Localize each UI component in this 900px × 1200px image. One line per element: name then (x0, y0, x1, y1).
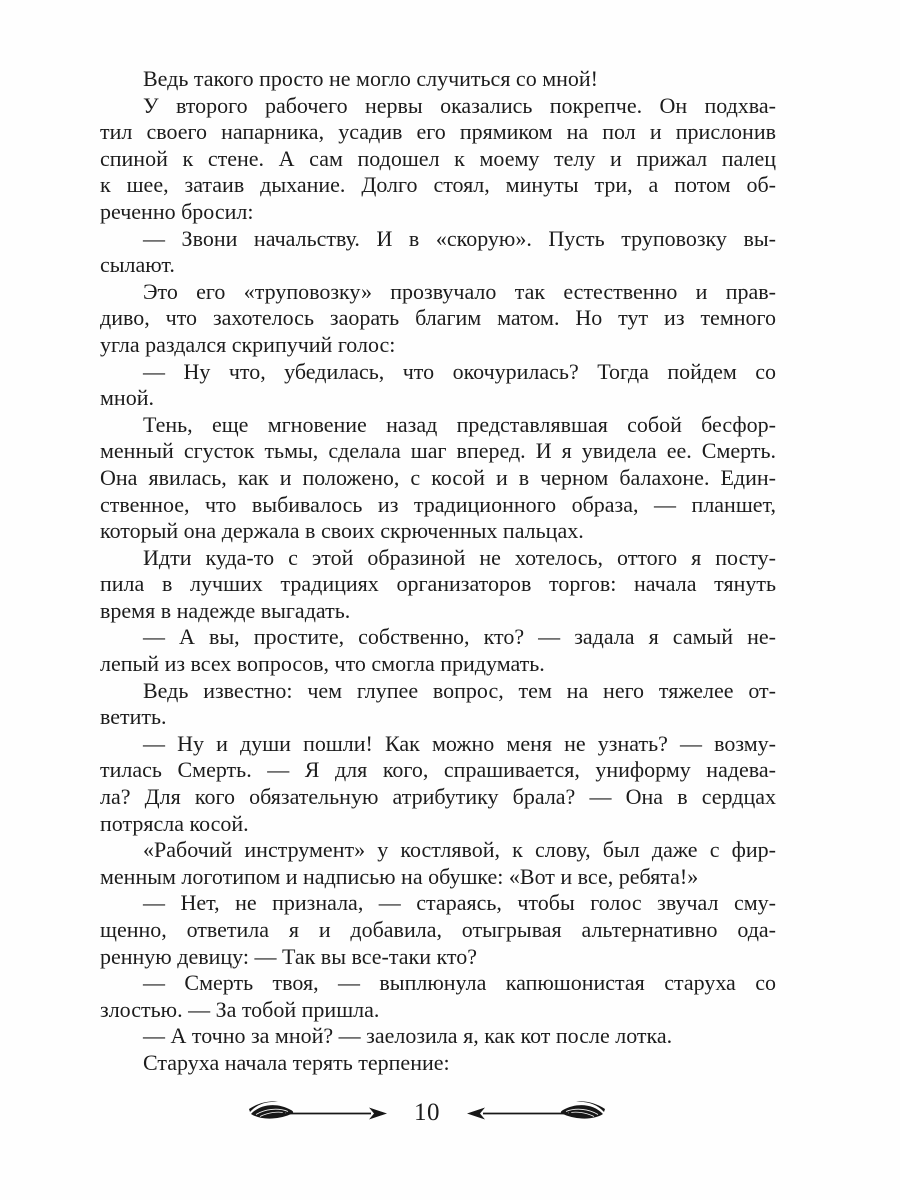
text-line: ственное, что выбивалось из традиционного образа, — планшет, (100, 491, 776, 517)
text-line: «Рабочий инструмент» у костлявой, к слову, был даже с фир- (143, 837, 776, 863)
text-line: — А точно за мной? — заелозила я, как кот после лотка. (143, 1023, 673, 1049)
text-line: менный сгусток тьмы, сделала шаг вперед. И я увидела ее. Смерть. (100, 438, 776, 464)
text-line: мной. (100, 385, 154, 411)
text-line: — Ну что, убедилась, что окочурилась? Тогда пойдем со (143, 358, 776, 384)
text-line: пила в лучших традициях организаторов торгов: начала тянуть (100, 571, 776, 597)
text-line: спиной к стене. А сам подошел к моему телу и прижал палец (100, 145, 776, 171)
text-line: Она явилась, как и положено, с косой и в черном балахоне. Един- (100, 464, 776, 490)
text-line: время в надежде выгадать. (100, 597, 351, 623)
page-text (100, 0, 776, 1077)
text-line: который она держала в своих скрюченных пальцах. (100, 518, 584, 544)
page-number: 10 (414, 1098, 440, 1126)
text-line: — Ну и души пошли! Как можно меня не узнать? — возму- (143, 730, 776, 756)
text-line: Это его «труповозку» прозвучало так естественно и прав- (143, 278, 776, 304)
feather-arrow-icon-left (248, 1099, 388, 1125)
text-line: ла? Для кого обязательную атрибутику брала? — Она в сердцах (100, 784, 776, 810)
text-line: ветить. (100, 704, 167, 730)
text-line: Идти куда-то с этой образиной не хотелось, оттого я посту- (143, 544, 776, 570)
text-line: Ведь известно: чем глупее вопрос, тем на него тяжелее от- (143, 677, 776, 703)
text-line: ренную девицу: — Так вы все-таки кто? (100, 943, 477, 969)
text-line: — Смерть твоя, — выплюнула капюшонистая старуха со (143, 970, 776, 996)
text-line: злостью. — За тобой пришла. (100, 996, 380, 1022)
text-line: реченно бросил: (100, 198, 254, 224)
text-line: тил своего напарника, усадив его прямиком на пол и прислонив (100, 119, 776, 145)
text-line: Старуха начала терять терпение: (143, 1049, 450, 1075)
text-line: угла раздался скрипучий голос: (100, 331, 396, 357)
text-line: У второго рабочего нервы оказались покрепче. Он подхва- (143, 92, 776, 118)
text-line: — Звони начальству. И в «скорую». Пусть труповозку вы- (143, 225, 776, 251)
text-line: к шее, затаив дыхание. Долго стоял, минуты три, а потом об- (100, 172, 776, 198)
text-line: менным логотипом и надписью на обушке: «Вот и все, ребята!» (100, 863, 699, 889)
text-line: диво, что захотелось заорать благим матом. Но тут из темного (100, 305, 776, 331)
text-line: потрясла косой. (100, 810, 249, 836)
text-line: — Нет, не признала, — стараясь, чтобы голос звучал сму- (143, 890, 776, 916)
text-line: щенно, ответила я и добавила, отыгрывая альтернативно ода- (100, 917, 776, 942)
text-line: Тень, еще мгновение назад представлявшая собой бесфор- (143, 411, 776, 437)
feather-arrow-icon-right (466, 1099, 606, 1125)
text-line: сылают. (100, 252, 175, 278)
text-line: Ведь такого просто не могло случиться со мной! (143, 66, 598, 91)
text-line: лепый из всех вопросов, что смогла придумать. (100, 651, 545, 677)
page-footer (0, 1096, 877, 1128)
text-line: — А вы, простите, собственно, кто? — задала я самый не- (143, 624, 776, 650)
text-line: тилась Смерть. — Я для кого, спрашивается, униформу надева- (100, 757, 776, 783)
